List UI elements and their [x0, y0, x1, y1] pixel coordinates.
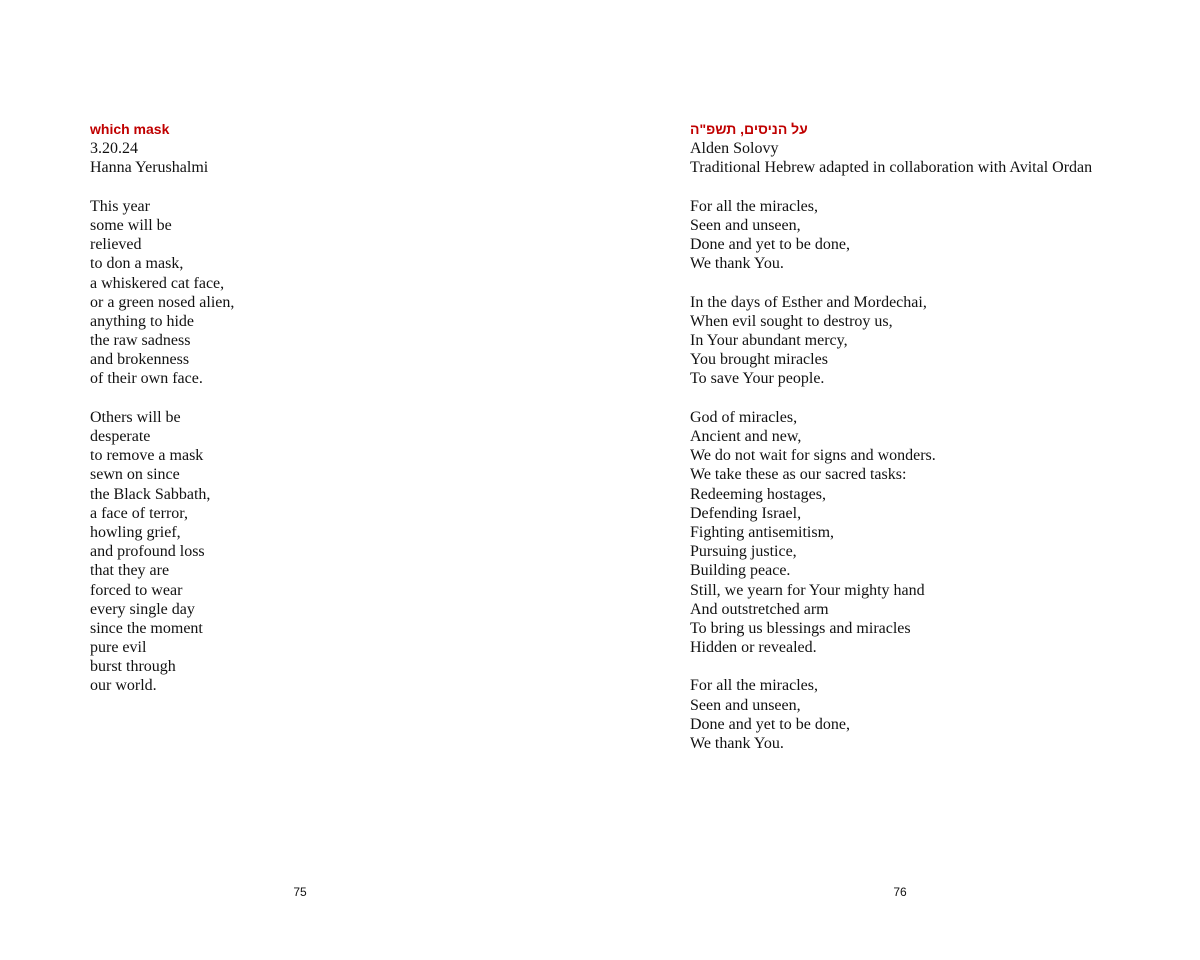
poem-line: God of miracles, — [690, 408, 798, 426]
poem-line: We thank You. — [690, 735, 784, 753]
stanza — [690, 676, 1092, 753]
poem-line: a whiskered cat face, — [90, 274, 225, 292]
poem-line: Seen and unseen, — [690, 696, 801, 714]
poem-line: For all the miracles, — [690, 677, 818, 695]
poem-line: Others will be — [90, 408, 181, 426]
poem-line: every single day — [90, 600, 195, 618]
poem-line: or a green nosed alien, — [90, 293, 235, 311]
poem-line: Hidden or revealed. — [690, 639, 817, 657]
poem-line: of their own face. — [90, 370, 203, 388]
poem-line: burst through — [90, 658, 176, 676]
poem-line: desperate — [90, 428, 151, 445]
stanza — [690, 408, 1092, 657]
poem-line: and brokenness — [90, 351, 190, 369]
poem-date: 3.20.24 — [90, 140, 138, 158]
poem-line: and profound loss — [90, 543, 205, 561]
poem-line: To save Your people. — [690, 370, 825, 388]
poem-line: We do not wait for signs and wonders. — [690, 447, 936, 465]
poem-author: Alden Solovy — [690, 140, 779, 158]
poem-title: which mask — [90, 121, 170, 137]
poem-line: Ancient and new, — [690, 428, 802, 446]
poem-line: howling grief, — [90, 523, 181, 541]
poem-line: that they are — [90, 562, 170, 580]
poem-line: the raw sadness — [90, 332, 191, 350]
poem-line: In Your abundant mercy, — [690, 332, 848, 350]
poem-line: Defending Israel, — [690, 504, 802, 522]
stanza — [690, 293, 1092, 389]
poem-line: forced to wear — [90, 581, 183, 599]
stanza — [690, 197, 1092, 274]
poem-line: sewn on since — [90, 466, 180, 484]
poem-line: For all the miracles, — [690, 197, 818, 215]
right-page — [600, 0, 1200, 960]
poem-line: to don a mask, — [90, 255, 184, 273]
poem-line: We thank You. — [690, 255, 784, 273]
stanza — [90, 197, 234, 389]
poem-title: על הניסים, תשפ"ה — [690, 121, 808, 137]
poem-line: Fighting antisemitism, — [690, 523, 835, 541]
poem-line: Building peace. — [690, 562, 791, 580]
page-number: 76 — [893, 885, 907, 899]
stanza — [90, 408, 234, 696]
poem-line: relieved — [90, 236, 142, 254]
poem-line: pure evil — [90, 639, 147, 657]
poem-line: This year — [90, 197, 150, 215]
poem-line: anything to hide — [90, 312, 194, 330]
poem-line: some will be — [90, 216, 172, 234]
poem-line: Redeeming hostages, — [690, 485, 826, 503]
poem-line: a face of terror, — [90, 504, 188, 522]
poem-author: Hanna Yerushalmi — [90, 159, 209, 177]
poem-line: Done and yet to be done, — [690, 715, 850, 733]
poem-line: Still, we yearn for Your mighty hand — [690, 581, 925, 599]
poem-line: Pursuing justice, — [690, 543, 797, 561]
poem-line: Done and yet to be done, — [690, 236, 850, 254]
poem-line: the Black Sabbath, — [90, 485, 211, 503]
poem-line: since the moment — [90, 619, 203, 637]
poem-line: to remove a mask — [90, 447, 204, 465]
poem-line: Seen and unseen, — [690, 216, 801, 234]
page-number: 75 — [293, 885, 307, 899]
poem-note: Traditional Hebrew adapted in collaboration with Avital Ordan — [690, 159, 1093, 177]
poem-line: When evil sought to destroy us, — [690, 312, 893, 330]
poem-line: In the days of Esther and Mordechai, — [690, 293, 927, 311]
poem-line: And outstretched arm — [690, 600, 829, 618]
poem-line: We take these as our sacred tasks: — [690, 466, 907, 484]
poem-line: To bring us blessings and miracles — [690, 619, 911, 637]
poem-line: our world. — [90, 677, 157, 695]
poem-al-hanissim — [690, 120, 1092, 753]
poem-line: You brought miracles — [690, 351, 828, 369]
poem-which-mask — [90, 120, 234, 696]
